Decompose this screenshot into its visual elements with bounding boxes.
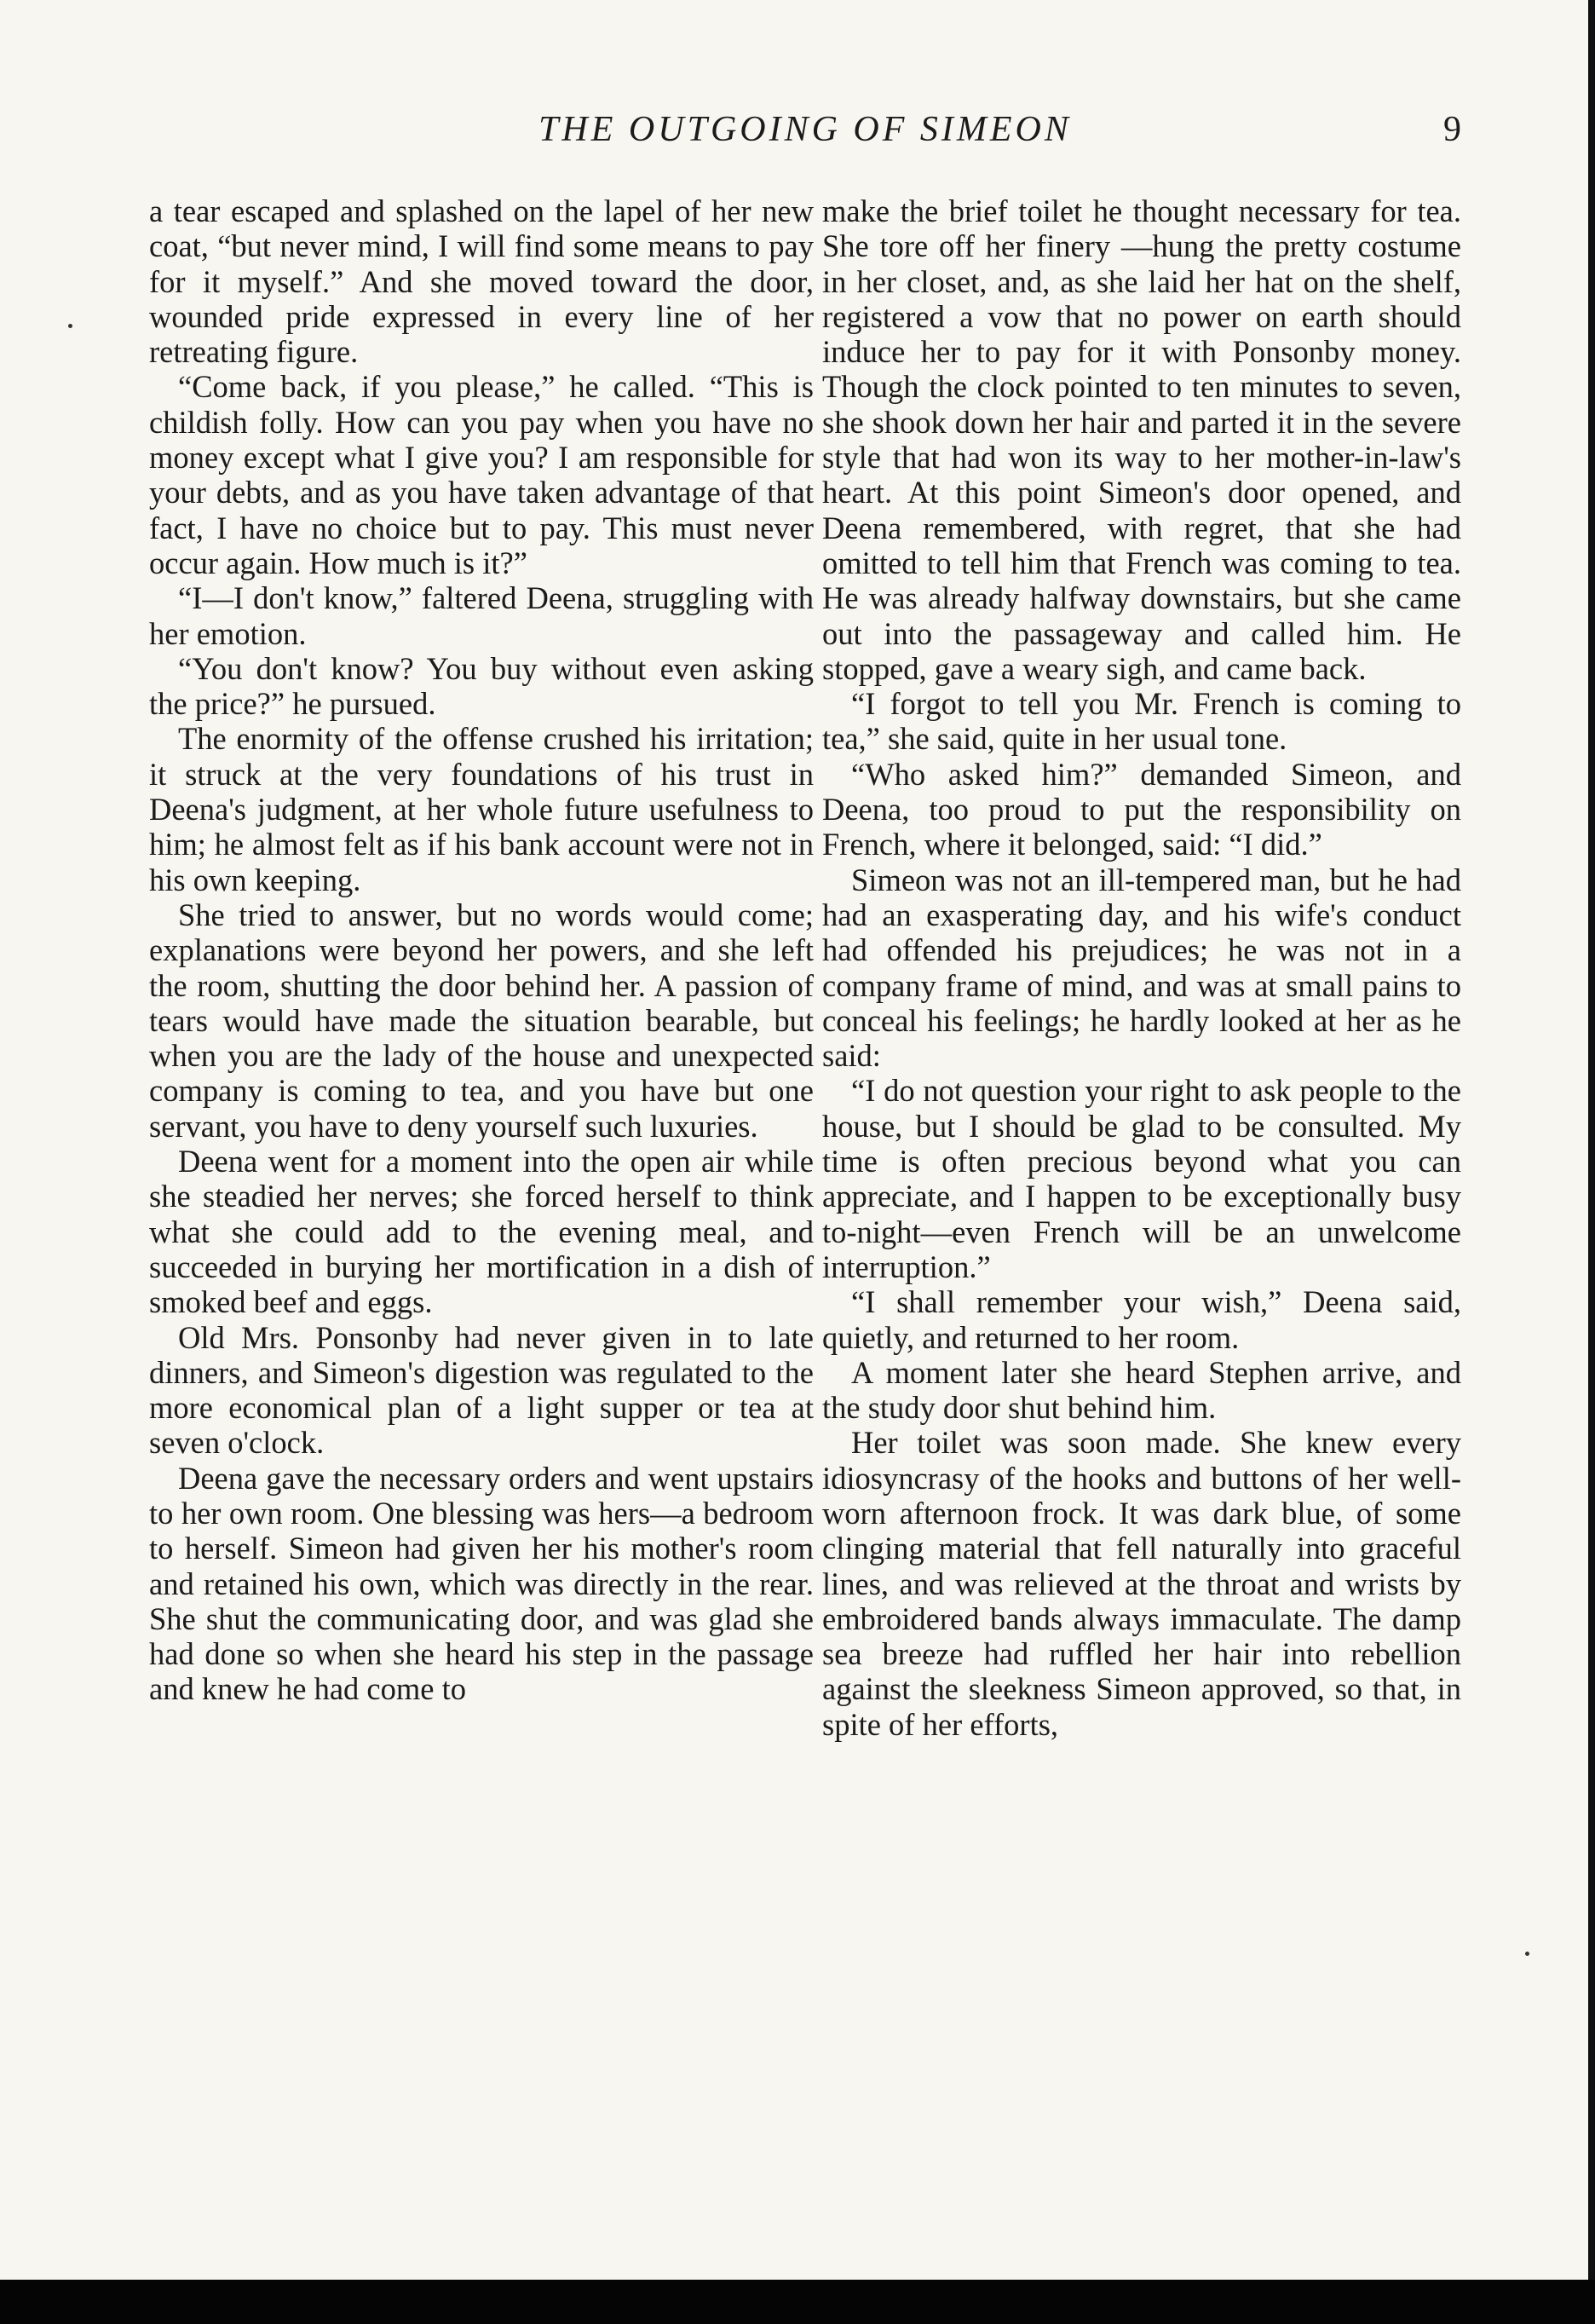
paragraph: make the brief toilet he thought necessary for tea. She tore off her finery —hung the pretty costume in her closet, and, as she laid her hat on the shelf, registered a vow that no power on earth should induce her to pay for it with Ponsonby money. Though the clock pointed to ten minutes to seven, she shook down her hair and parted it in the severe style that had won its way to her mother-in-law's heart. At this point Simeon's door opened, and Deena remembered, with regret, that she had omitted to tell him that French was coming to tea. He was already halfway downstairs, but she came out into the passageway and called him. He stopped, gave a weary sigh, and came back. [822,193,1461,686]
page-number: 9 [1443,110,1461,149]
paragraph: “I forgot to tell you Mr. French is coming to tea,” she said, quite in her usual tone. [822,686,1461,757]
paragraph: Her toilet was soon made. She knew every idiosyncrasy of the hooks and buttons of her well-worn afternoon frock. It was dark blue, of some clinging material that fell naturally into graceful lines, and was relieved at the throat and wrists by embroidered bands always immaculate. The damp sea breeze had ruffled her hair into rebellion against the sleekness Simeon approved, so that, in spite of her efforts, [822,1425,1461,1742]
paragraph: The enormity of the offense crushed his irritation; it struck at the very foundations of his trust in Deena's judgment, at her whole future usefulness to him; he almost felt as if his bank account were not in his own keeping. [149,721,814,897]
paragraph: Deena went for a moment into the open air while she steadied her nerves; she forced herself to think what she could add to the evening meal, and succeeded in burying her mortification in a dish of smoked beef and eggs. [149,1144,814,1320]
paragraph: “I do not question your right to ask people to the house, but I should be glad to be consulted. My time is often precious beyond what you can appreciate, and I happen to be exceptionally busy to-night—even French will be an unwelcome interruption.” [822,1073,1461,1284]
paragraph: “Who asked him?” demanded Simeon, and Deena, too proud to put the responsibility on French, where it belonged, said: “I did.” [822,756,1461,862]
paragraph: A moment later she heard Stephen arrive, and the study door shut behind him. [822,1354,1461,1426]
paragraph: Deena gave the necessary orders and went upstairs to her own room. One blessing was hers—a bedroom to herself. Simeon had given her his mother's room and retained his own, which was directly in the rear. She shut the communicating door, and was glad she had done so when she heard his step in the passage and knew he had come to [149,1460,814,1707]
paragraph: “You don't know? You buy without even asking the price?” he pursued. [149,650,814,722]
left-column [149,193,814,1707]
paragraph: She tried to answer, but no words would come; explanations were beyond her powers, and she left the room, shutting the door behind her. A passion of tears would have made the situation bearable, but when you are the lady of the house and unexpected company is coming to tea, and you have but one servant, you have to deny yourself such luxuries. [149,897,814,1144]
right-column [822,193,1461,1742]
scan-bottom-band [0,2280,1595,2324]
scan-speck [68,324,72,328]
running-title: THE OUTGOING OF SIMEON [538,110,1072,149]
paragraph: “Come back, if you please,” he called. “This is childish folly. How can you pay when you have no money except what I give you? I am responsible for your debts, and as you have taken advantage of that fact, I have no choice but to pay. This must never occur again. How much is it?” [149,369,814,580]
paragraph: “I shall remember your wish,” Deena said, quietly, and returned to her room. [822,1284,1461,1355]
paragraph: Simeon was not an ill-tempered man, but he had had an exasperating day, and his wife's conduct had offended his prejudices; he was not in a company frame of mind, and was at small pains to conceal his feelings; he hardly looked at her as he said: [822,862,1461,1074]
scan-edge [1588,0,1595,2324]
scan-speck [1525,1952,1529,1956]
paragraph: a tear escaped and splashed on the lapel of her new coat, “but never mind, I will find some means to pay for it myself.” And she moved toward the door, wounded pride expressed in every line of her retreating figure. [149,193,814,370]
page-header [149,109,1461,160]
paragraph: “I—I don't know,” faltered Deena, struggling with her emotion. [149,580,814,651]
paragraph: Old Mrs. Ponsonby had never given in to late dinners, and Simeon's digestion was regulated to the more economical plan of a light supper or tea at seven o'clock. [149,1319,814,1461]
